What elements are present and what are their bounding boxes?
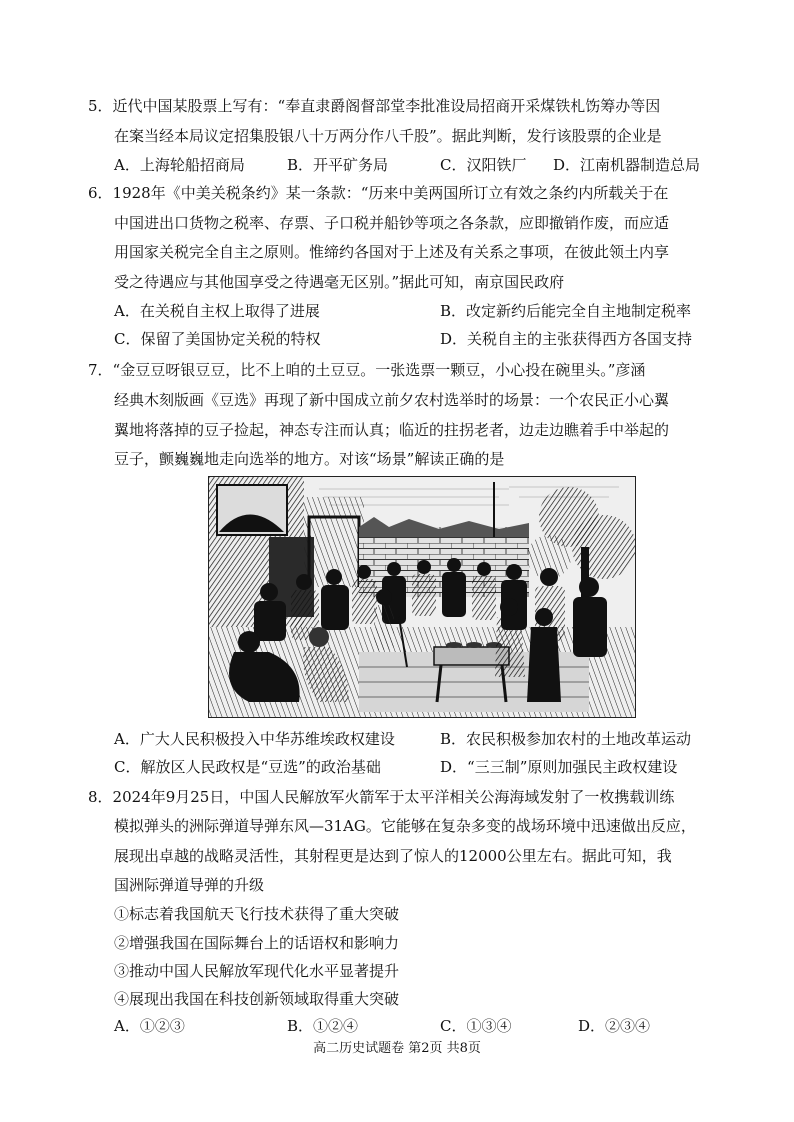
q8-stem-line-4: 国洲际弹道导弹的升级 <box>114 876 265 894</box>
q7-stem-line-1: 7．“金豆豆呀银豆豆，比不上咱的土豆豆。一张选票一颗豆，小心投在碗里头。”彦涵 <box>88 361 646 379</box>
q6-stem-line-2: 中国进出口货物之税率、存票、子口税并船钞等项之各条款，应即撤销作废，而应适 <box>114 214 670 232</box>
q5-option-a: A．上海轮船招商局 <box>114 156 245 174</box>
q6-stem-line-4: 受之待遇应与其他国享受之待遇毫无区别。”据此可知，南京国民政府 <box>114 273 565 291</box>
q5-option-b: B．开平矿务局 <box>287 156 389 174</box>
q5-option-d: D．江南机器制造总局 <box>553 156 701 174</box>
q8-option-d: D．②③④ <box>578 1017 651 1035</box>
q5-stem-line-2: 在案当经本局议定招集股银八十万两分作八千股”。据此判断，发行该股票的企业是 <box>114 127 662 145</box>
q8-item-4: ④展现出我国在科技创新领域取得重大突破 <box>114 990 400 1008</box>
q5-option-c: C．汉阳铁厂 <box>440 156 527 174</box>
q7-stem-line-4: 豆子，颤巍巍地走向选举的地方。对该“场景”解读正确的是 <box>114 450 505 468</box>
q6-option-d: D．关税自主的主张获得西方各国支持 <box>440 330 693 348</box>
page-footer: 高二历史试题卷 第2页 共8页 <box>313 1041 481 1056</box>
q8-item-2: ②增强我国在国际舞台上的话语权和影响力 <box>114 934 400 952</box>
q8-option-c: C．①③④ <box>440 1017 512 1035</box>
q7-stem-line-3: 翼地将落掉的豆子捡起，神态专注而认真；临近的拄拐老者，边走边瞧着手中举起的 <box>114 421 670 439</box>
q8-item-1: ①标志着我国航天飞行技术获得了重大突破 <box>114 905 400 923</box>
q8-item-3: ③推动中国人民解放军现代化水平显著提升 <box>114 962 400 980</box>
q8-option-a: A．①②③ <box>114 1017 185 1035</box>
q8-stem-line-2: 模拟弹头的洲际弹道导弹东风—31AG。它能够在复杂多变的战场环境中迅速做出反应， <box>114 817 696 835</box>
q6-option-a: A．在关税自主权上取得了进展 <box>114 302 320 320</box>
q7-option-a: A．广大人民积极投入中华苏维埃政权建设 <box>114 730 395 748</box>
q6-option-c: C．保留了美国协定关税的特权 <box>114 330 321 348</box>
q6-stem-line-1: 6．1928年《中美关税条约》某一条款：“历来中美两国所订立有效之条约内所载关于在 <box>88 184 669 202</box>
q8-stem-line-3: 展现出卓越的战略灵活性，其射程更是达到了惊人的12000公里左右。据此可知，我 <box>114 847 672 865</box>
q5-stem-line-1: 5．近代中国某股票上写有：“奉直隶爵阁督部堂李批准设局招商开采煤铁札饬筹办等因 <box>88 97 661 115</box>
woodcut-print-image <box>208 476 636 718</box>
q7-option-d: D．“三三制”原则加强民主政权建设 <box>440 758 678 776</box>
q7-option-c: C．解放区人民政权是“豆选”的政治基础 <box>114 758 381 776</box>
q7-option-b: B．农民积极参加农村的土地改革运动 <box>440 730 692 748</box>
q6-option-b: B．改定新约后能完全自主地制定税率 <box>440 302 692 320</box>
q6-stem-line-3: 用国家关税完全自主之原则。惟缔约各国对于上述及有关系之事项，在彼此领土内享 <box>114 243 670 261</box>
q8-option-b: B．①②④ <box>287 1017 359 1035</box>
q8-stem-line-1: 8．2024年9月25日，中国人民解放军火箭军于太平洋相关公海海域发射了一枚携载训练 <box>88 788 675 806</box>
q7-stem-line-2: 经典木刻版画《豆选》再现了新中国成立前夕农村选举时的场景：一个农民正小心翼 <box>114 391 670 409</box>
